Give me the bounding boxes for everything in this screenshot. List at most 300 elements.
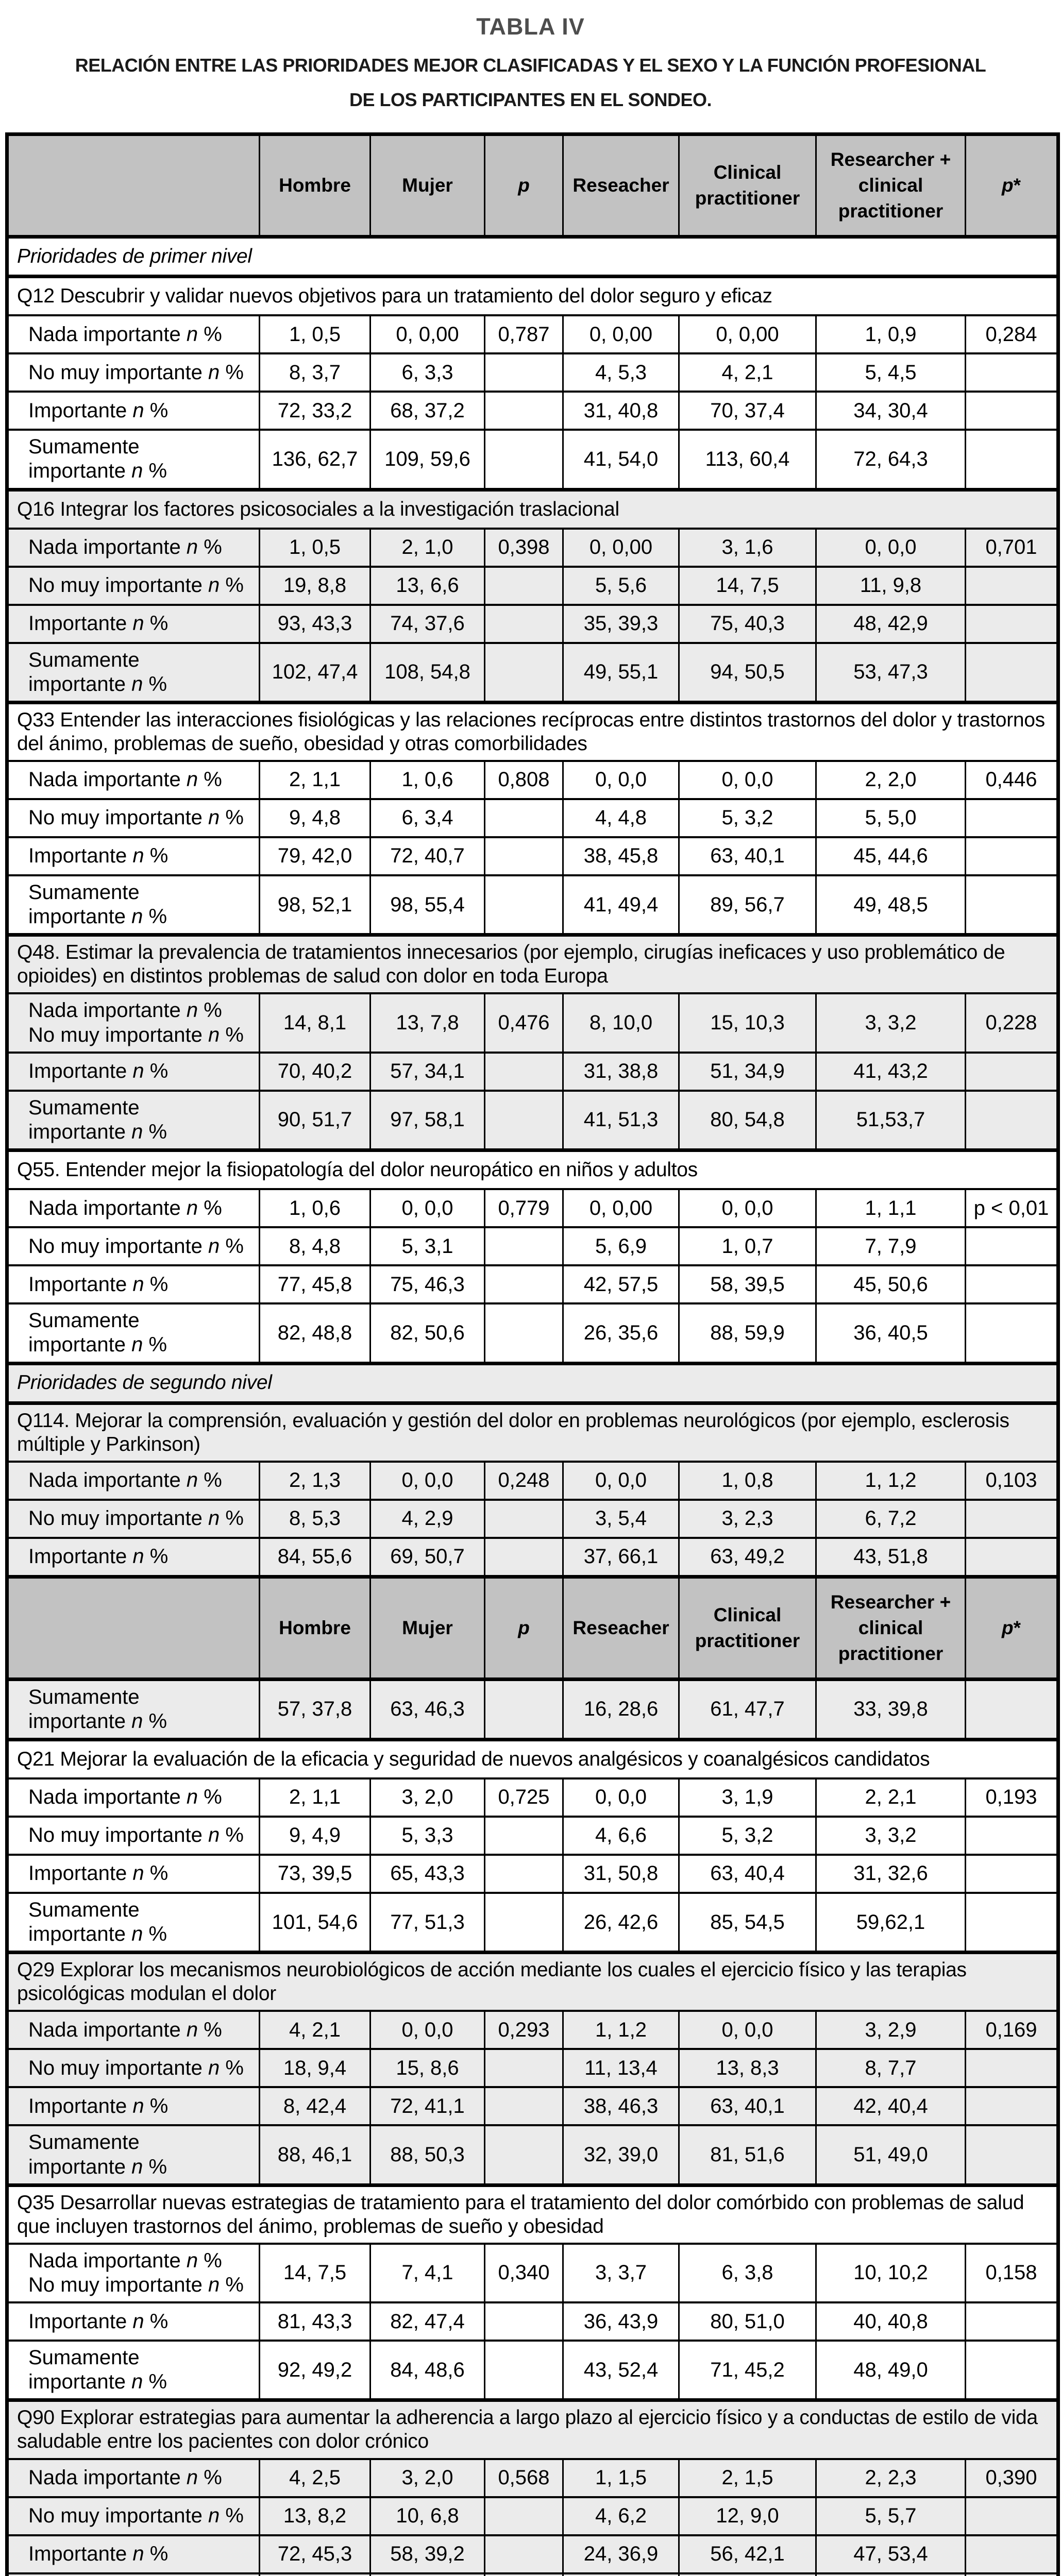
value-cell-p-star [966,1227,1058,1265]
question-title-cell: Q33 Entender las interacciones fisiológicas y las relaciones recíprocas entre distintos trastornos del dolor y trastornos del ánimo, problemas de sueño, obesidad y otras comorbilidades [7,702,1058,761]
row-label-cell: Nada importante n % [7,1778,260,1817]
value-cell-reseacher: 37, 66,1 [563,1538,679,1577]
value-cell-reseacher: 8, 10,0 [563,993,679,1052]
value-cell-clinical-practitioner: 80, 54,8 [679,1091,816,1150]
row-label-cell: Importante n % [7,2535,260,2573]
data-row [7,605,1058,643]
value-cell-p-star [966,799,1058,837]
value-cell-hombre: 4, 2,1 [260,2011,370,2049]
column-header-researcher-clinical-practitioner: Researcher + clinical practitioner [816,134,966,237]
value-cell-p [485,799,563,837]
value-cell-researcher-clinical-practitioner: 2, 2,3 [816,2459,966,2497]
value-cell-researcher-clinical-practitioner: 5, 4,5 [816,353,966,392]
value-cell-mujer: 88, 50,3 [370,2125,485,2185]
value-cell-p-star: 0,169 [966,2011,1058,2049]
value-cell-p [485,2341,563,2400]
data-row [7,1265,1058,1303]
value-cell-hombre: 101, 54,6 [260,1893,370,1953]
row-label-cell: Sumamente importante n % [7,1303,260,1363]
row-label-cell: Nada importante n % No muy importante n % [7,993,260,1052]
value-cell-hombre: 9, 4,9 [260,1817,370,1855]
value-cell-researcher-clinical-practitioner: 33, 39,8 [816,1679,966,1739]
value-cell-p [485,1303,563,1363]
priorities-table-body [7,134,1058,2576]
value-cell-researcher-clinical-practitioner: 10, 10,2 [816,2244,966,2302]
row-label-cell: Importante n % [7,2087,260,2125]
column-header-reseacher: Reseacher [563,1577,679,1679]
data-row [7,799,1058,837]
value-cell-clinical-practitioner [679,2573,816,2576]
data-row [7,353,1058,392]
value-cell-p-star [966,837,1058,875]
row-label-cell: Sumamente importante n % [7,2341,260,2400]
value-cell-hombre: 92, 49,2 [260,2341,370,2400]
value-cell-clinical-practitioner: 4, 2,1 [679,353,816,392]
value-cell-researcher-clinical-practitioner: 72, 64,3 [816,430,966,489]
value-cell-p-star [966,1679,1058,1739]
value-cell-researcher-clinical-practitioner [816,2573,966,2576]
value-cell-p [485,567,563,605]
value-cell-clinical-practitioner: 80, 51,0 [679,2302,816,2341]
value-cell-p [485,1893,563,1953]
value-cell-reseacher: 35, 39,3 [563,605,679,643]
value-cell-researcher-clinical-practitioner: 53, 47,3 [816,643,966,703]
value-cell-reseacher: 42, 57,5 [563,1265,679,1303]
value-cell-clinical-practitioner: 5, 3,2 [679,799,816,837]
value-cell-hombre: 72, 33,2 [260,392,370,430]
value-cell-mujer: 0, 0,0 [370,1189,485,1227]
value-cell-hombre: 79, 42,0 [260,837,370,875]
value-cell-clinical-practitioner: 0, 0,0 [679,761,816,799]
value-cell-reseacher: 31, 50,8 [563,1855,679,1893]
value-cell-p-star [966,2341,1058,2400]
value-cell-p [485,1227,563,1265]
data-row [7,1091,1058,1150]
value-cell-p-star: 0,228 [966,993,1058,1052]
question-row-q55 [7,1150,1058,1190]
column-header-researcher-clinical-practitioner: Researcher + clinical practitioner [816,1577,966,1679]
value-cell-p-star [966,875,1058,935]
value-cell-mujer: 0, 0,00 [370,315,485,353]
value-cell-mujer: 109, 59,6 [370,430,485,489]
value-cell-clinical-practitioner: 14, 7,5 [679,567,816,605]
table-subtitle [0,48,1061,117]
value-cell-hombre: 93, 43,3 [260,605,370,643]
data-row [7,1855,1058,1893]
value-cell-p-star [966,605,1058,643]
header-cell-blank [7,1577,260,1679]
value-cell-mujer: 72, 40,7 [370,837,485,875]
value-cell-clinical-practitioner: 5, 3,2 [679,1817,816,1855]
column-header-hombre: Hombre [260,134,370,237]
value-cell-clinical-practitioner: 2, 1,5 [679,2459,816,2497]
value-cell-researcher-clinical-practitioner: 2, 2,0 [816,761,966,799]
value-cell-reseacher: 3, 5,4 [563,1500,679,1538]
row-label-cell [7,2573,260,2576]
row-label-cell: Nada importante n % [7,2011,260,2049]
data-row [7,1679,1058,1739]
value-cell-reseacher: 41, 51,3 [563,1091,679,1150]
value-cell-clinical-practitioner: 63, 40,1 [679,2087,816,2125]
value-cell-p: 0,398 [485,529,563,567]
value-cell-p [485,2049,563,2087]
value-cell-clinical-practitioner: 71, 45,2 [679,2341,816,2400]
value-cell-mujer: 0, 0,0 [370,2011,485,2049]
value-cell-p: 0,779 [485,1189,563,1227]
value-cell-reseacher: 49, 55,1 [563,643,679,703]
value-cell-clinical-practitioner: 12, 9,0 [679,2497,816,2535]
value-cell-researcher-clinical-practitioner: 45, 44,6 [816,837,966,875]
value-cell-hombre: 4, 2,5 [260,2459,370,2497]
value-cell-hombre: 81, 43,3 [260,2302,370,2341]
value-cell-clinical-practitioner: 58, 39,5 [679,1265,816,1303]
value-cell-p-star: 0,193 [966,1778,1058,1817]
value-cell-hombre: 8, 3,7 [260,353,370,392]
value-cell-p-star [966,2497,1058,2535]
value-cell-mujer: 6, 3,3 [370,353,485,392]
value-cell-researcher-clinical-practitioner: 3, 2,9 [816,2011,966,2049]
value-cell-hombre: 57, 37,8 [260,1679,370,1739]
value-cell-p [485,2497,563,2535]
value-cell-mujer: 10, 6,8 [370,2497,485,2535]
value-cell-reseacher: 26, 42,6 [563,1893,679,1953]
value-cell-p [485,1265,563,1303]
row-label-cell: Sumamente importante n % [7,875,260,935]
data-row [7,567,1058,605]
value-cell-mujer: 2, 1,0 [370,529,485,567]
row-label-cell: No muy importante n % [7,799,260,837]
value-cell-reseacher: 38, 46,3 [563,2087,679,2125]
value-cell-researcher-clinical-practitioner: 45, 50,6 [816,1265,966,1303]
data-row [7,2125,1058,2185]
value-cell-hombre: 18, 9,4 [260,2049,370,2087]
data-row [7,392,1058,430]
value-cell-p-star [966,643,1058,703]
value-cell-reseacher: 0, 0,00 [563,529,679,567]
value-cell-clinical-practitioner: 88, 59,9 [679,1303,816,1363]
data-row [7,2244,1058,2302]
value-cell-researcher-clinical-practitioner: 5, 5,7 [816,2497,966,2535]
value-cell-mujer: 6, 3,4 [370,799,485,837]
value-cell-reseacher: 0, 0,0 [563,1778,679,1817]
value-cell-p: 0,568 [485,2459,563,2497]
value-cell-p-star: 0,446 [966,761,1058,799]
value-cell-hombre: 8, 5,3 [260,1500,370,1538]
value-cell-researcher-clinical-practitioner: 43, 51,8 [816,1538,966,1577]
row-label-cell: Importante n % [7,1538,260,1577]
value-cell-mujer: 5, 3,1 [370,1227,485,1265]
value-cell-p-star [966,1303,1058,1363]
value-cell-p-star [966,2087,1058,2125]
value-cell-mujer: 98, 55,4 [370,875,485,935]
data-row [7,1227,1058,1265]
value-cell-mujer: 4, 2,9 [370,1500,485,1538]
question-title-cell: Q21 Mejorar la evaluación de la eficacia y seguridad de nuevos analgésicos y coanalgésicos candidatos [7,1739,1058,1778]
value-cell-mujer [370,2573,485,2576]
row-label-cell: Sumamente importante n % [7,1091,260,1150]
value-cell-p-star: p < 0,01 [966,1189,1058,1227]
value-cell-mujer: 63, 46,3 [370,1679,485,1739]
value-cell-p-star [966,567,1058,605]
value-cell-researcher-clinical-practitioner: 1, 1,1 [816,1189,966,1227]
data-row [7,1893,1058,1953]
value-cell-p [485,353,563,392]
data-row [7,430,1058,489]
row-label-cell: Nada importante n % [7,1462,260,1500]
value-cell-reseacher: 3, 3,7 [563,2244,679,2302]
value-cell-mujer: 65, 43,3 [370,1855,485,1893]
value-cell-researcher-clinical-practitioner: 3, 3,2 [816,1817,966,1855]
question-title-cell: Q16 Integrar los factores psicosociales a la investigación traslacional [7,489,1058,529]
value-cell-p-star [966,2573,1058,2576]
data-row [7,529,1058,567]
value-cell-clinical-practitioner: 1, 0,8 [679,1462,816,1500]
value-cell-mujer: 84, 48,6 [370,2341,485,2400]
value-cell-mujer: 13, 7,8 [370,993,485,1052]
value-cell-hombre: 19, 8,8 [260,567,370,605]
question-title-cell: Q90 Explorar estrategias para aumentar la adherencia a largo plazo al ejercicio físico y a conductas de estilo de vida saludable entre los pacientes con dolor crónico [7,2400,1058,2459]
value-cell-mujer: 3, 2,0 [370,1778,485,1817]
value-cell-p-star [966,2302,1058,2341]
value-cell-researcher-clinical-practitioner: 2, 2,1 [816,1778,966,1817]
value-cell-hombre: 14, 8,1 [260,993,370,1052]
data-row [7,837,1058,875]
value-cell-mujer: 58, 39,2 [370,2535,485,2573]
row-label-cell: Sumamente importante n % [7,643,260,703]
value-cell-clinical-practitioner: 70, 37,4 [679,392,816,430]
value-cell-researcher-clinical-practitioner: 34, 30,4 [816,392,966,430]
value-cell-reseacher: 31, 40,8 [563,392,679,430]
value-cell-p [485,2535,563,2573]
value-cell-p-star: 0,103 [966,1462,1058,1500]
data-row [7,1462,1058,1500]
data-row [7,993,1058,1052]
value-cell-clinical-practitioner: 15, 10,3 [679,993,816,1052]
value-cell-mujer: 68, 37,2 [370,392,485,430]
value-cell-clinical-practitioner: 56, 42,1 [679,2535,816,2573]
value-cell-p [485,605,563,643]
value-cell-reseacher: 4, 5,3 [563,353,679,392]
value-cell-researcher-clinical-practitioner: 41, 43,2 [816,1053,966,1091]
value-cell-reseacher: 4, 6,6 [563,1817,679,1855]
value-cell-clinical-practitioner: 94, 50,5 [679,643,816,703]
value-cell-reseacher: 1, 1,5 [563,2459,679,2497]
value-cell-mujer: 82, 47,4 [370,2302,485,2341]
value-cell-mujer: 7, 4,1 [370,2244,485,2302]
value-cell-hombre: 82, 48,8 [260,1303,370,1363]
value-cell-p-star [966,1817,1058,1855]
value-cell-reseacher [563,2573,679,2576]
data-row [7,2087,1058,2125]
value-cell-mujer: 108, 54,8 [370,643,485,703]
question-row-q16 [7,489,1058,529]
row-label-cell: Importante n % [7,605,260,643]
value-cell-researcher-clinical-practitioner: 40, 40,8 [816,2302,966,2341]
row-label-cell: Nada importante n % [7,315,260,353]
value-cell-mujer: 3, 2,0 [370,2459,485,2497]
value-cell-researcher-clinical-practitioner: 0, 0,0 [816,529,966,567]
value-cell-p: 0,248 [485,1462,563,1500]
row-label-cell: Importante n % [7,837,260,875]
data-row [7,875,1058,935]
value-cell-p-star [966,1265,1058,1303]
value-cell-mujer: 82, 50,6 [370,1303,485,1363]
value-cell-p-star: 0,158 [966,2244,1058,2302]
row-label-cell: Sumamente importante n % [7,430,260,489]
value-cell-reseacher: 4, 4,8 [563,799,679,837]
data-row [7,1538,1058,1577]
value-cell-reseacher: 0, 0,0 [563,1462,679,1500]
value-cell-reseacher: 24, 36,9 [563,2535,679,2573]
question-row-q21 [7,1739,1058,1778]
value-cell-clinical-practitioner: 51, 34,9 [679,1053,816,1091]
value-cell-clinical-practitioner: 13, 8,3 [679,2049,816,2087]
value-cell-clinical-practitioner: 63, 40,1 [679,837,816,875]
value-cell-clinical-practitioner: 63, 40,4 [679,1855,816,1893]
value-cell-hombre: 73, 39,5 [260,1855,370,1893]
value-cell-p: 0,787 [485,315,563,353]
column-header-p: p [485,1577,563,1679]
value-cell-clinical-practitioner: 6, 3,8 [679,2244,816,2302]
question-row-q114 [7,1403,1058,1462]
section-title-cell: Prioridades de segundo nivel [7,1363,1058,1403]
value-cell-hombre: 70, 40,2 [260,1053,370,1091]
value-cell-mujer: 72, 41,1 [370,2087,485,2125]
value-cell-clinical-practitioner: 3, 1,6 [679,529,816,567]
row-label-cell: Sumamente importante n % [7,2125,260,2185]
row-label-cell: Importante n % [7,2302,260,2341]
value-cell-researcher-clinical-practitioner: 51,53,7 [816,1091,966,1150]
row-label-cell: No muy importante n % [7,1500,260,1538]
value-cell-p-star: 0,284 [966,315,1058,353]
value-cell-mujer: 77, 51,3 [370,1893,485,1953]
value-cell-p [485,430,563,489]
value-cell-hombre: 84, 55,6 [260,1538,370,1577]
value-cell-researcher-clinical-practitioner: 48, 42,9 [816,605,966,643]
row-label-cell: No muy importante n % [7,1227,260,1265]
value-cell-p: 0,476 [485,993,563,1052]
table-title: TABLA IV [0,13,1061,40]
value-cell-p [485,875,563,935]
value-cell-reseacher: 38, 45,8 [563,837,679,875]
value-cell-p: 0,340 [485,2244,563,2302]
value-cell-p-star: 0,390 [966,2459,1058,2497]
value-cell-p: 0,808 [485,761,563,799]
value-cell-hombre: 1, 0,5 [260,315,370,353]
value-cell-hombre: 1, 0,5 [260,529,370,567]
value-cell-p [485,643,563,703]
value-cell-p-star [966,1500,1058,1538]
data-row [7,1303,1058,1363]
value-cell-p-star [966,2125,1058,2185]
data-row [7,1500,1058,1538]
value-cell-hombre: 136, 62,7 [260,430,370,489]
value-cell-hombre [260,2573,370,2576]
value-cell-clinical-practitioner: 81, 51,6 [679,2125,816,2185]
value-cell-p [485,837,563,875]
value-cell-p: 0,293 [485,2011,563,2049]
value-cell-hombre: 2, 1,3 [260,1462,370,1500]
value-cell-reseacher: 26, 35,6 [563,1303,679,1363]
question-title-cell: Q29 Explorar los mecanismos neurobiológicos de acción mediante los cuales el ejercicio físico y las terapias psicológicas modulan el dolor [7,1953,1058,2011]
priorities-table [5,132,1060,2576]
value-cell-clinical-practitioner: 89, 56,7 [679,875,816,935]
data-row [7,2535,1058,2573]
value-cell-clinical-practitioner: 0, 0,0 [679,2011,816,2049]
value-cell-clinical-practitioner: 85, 54,5 [679,1893,816,1953]
question-row-q29 [7,1953,1058,2011]
row-label-cell: Nada importante n % [7,529,260,567]
value-cell-reseacher: 41, 54,0 [563,430,679,489]
row-label-cell: Nada importante n % [7,2459,260,2497]
value-cell-researcher-clinical-practitioner: 7, 7,9 [816,1227,966,1265]
value-cell-mujer: 15, 8,6 [370,2049,485,2087]
value-cell-hombre: 1, 0,6 [260,1189,370,1227]
value-cell-clinical-practitioner: 0, 0,00 [679,315,816,353]
data-row [7,1053,1058,1091]
value-cell-clinical-practitioner: 61, 47,7 [679,1679,816,1739]
value-cell-p [485,2125,563,2185]
data-row [7,2302,1058,2341]
value-cell-clinical-practitioner: 1, 0,7 [679,1227,816,1265]
value-cell-hombre: 8, 42,4 [260,2087,370,2125]
header-row [7,134,1058,237]
row-label-cell: Importante n % [7,1265,260,1303]
value-cell-p [485,2302,563,2341]
value-cell-hombre: 9, 4,8 [260,799,370,837]
value-cell-hombre: 98, 52,1 [260,875,370,935]
value-cell-researcher-clinical-practitioner: 11, 9,8 [816,567,966,605]
data-row [7,2459,1058,2497]
value-cell-mujer: 75, 46,3 [370,1265,485,1303]
data-row [7,2011,1058,2049]
column-header-mujer: Mujer [370,134,485,237]
value-cell-researcher-clinical-practitioner: 49, 48,5 [816,875,966,935]
question-title-cell: Q35 Desarrollar nuevas estrategias de tratamiento para el tratamiento del dolor comórbido con problemas de salud que incluyen trastornos del ánimo, problemas de sueño y obesidad [7,2185,1058,2244]
value-cell-researcher-clinical-practitioner: 36, 40,5 [816,1303,966,1363]
value-cell-reseacher: 36, 43,9 [563,2302,679,2341]
value-cell-p: 0,725 [485,1778,563,1817]
value-cell-p-star [966,1091,1058,1150]
value-cell-researcher-clinical-practitioner: 8, 7,7 [816,2049,966,2087]
value-cell-hombre: 14, 7,5 [260,2244,370,2302]
row-label-cell: Nada importante n % No muy importante n % [7,2244,260,2302]
data-row [7,2573,1058,2576]
value-cell-researcher-clinical-practitioner: 48, 49,0 [816,2341,966,2400]
value-cell-researcher-clinical-practitioner: 1, 0,9 [816,315,966,353]
row-label-cell: Importante n % [7,1053,260,1091]
column-header-p-star: p* [966,1577,1058,1679]
value-cell-p-star [966,1053,1058,1091]
value-cell-reseacher: 4, 6,2 [563,2497,679,2535]
question-row-q48 [7,935,1058,994]
value-cell-p [485,1053,563,1091]
question-title-cell: Q114. Mejorar la comprensión, evaluación y gestión del dolor en problemas neurológicos (por ejemplo, esclerosis múltiple y Parkinson) [7,1403,1058,1462]
value-cell-hombre: 77, 45,8 [260,1265,370,1303]
value-cell-researcher-clinical-practitioner: 47, 53,4 [816,2535,966,2573]
value-cell-hombre: 2, 1,1 [260,1778,370,1817]
value-cell-reseacher: 1, 1,2 [563,2011,679,2049]
value-cell-p [485,1817,563,1855]
value-cell-hombre: 2, 1,1 [260,761,370,799]
value-cell-p-star: 0,701 [966,529,1058,567]
value-cell-mujer: 5, 3,3 [370,1817,485,1855]
row-label-cell: Sumamente importante n % [7,1893,260,1953]
question-title-cell: Q55. Entender mejor la fisiopatología del dolor neuropático en niños y adultos [7,1150,1058,1190]
value-cell-p-star [966,2535,1058,2573]
value-cell-mujer: 74, 37,6 [370,605,485,643]
value-cell-reseacher: 0, 0,0 [563,761,679,799]
